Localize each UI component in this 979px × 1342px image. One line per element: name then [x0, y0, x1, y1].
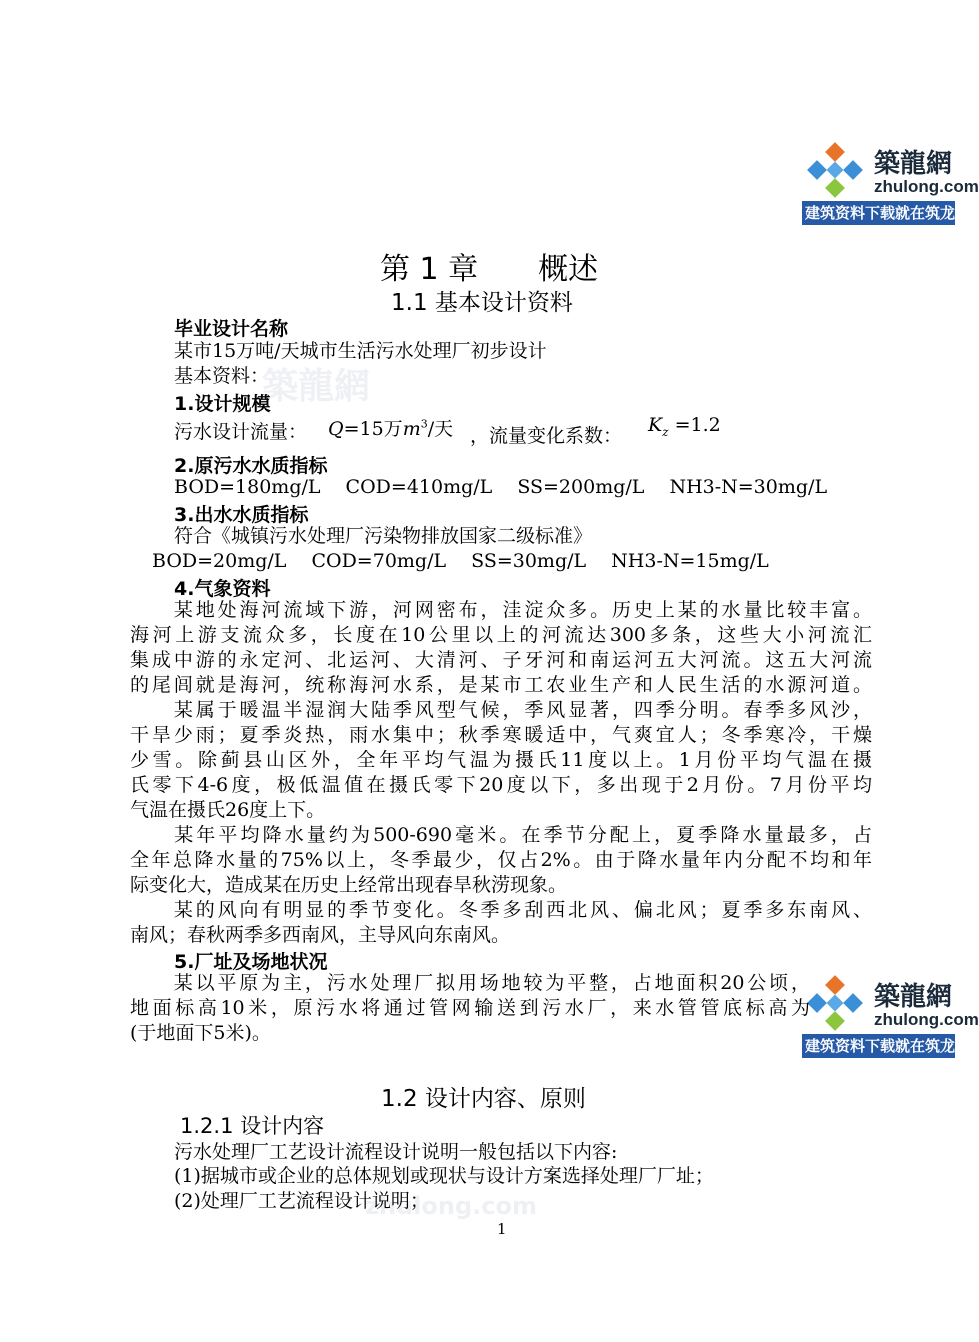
flow-q: Q — [328, 418, 344, 440]
text-line: 南风；春秋两季多西南风，主导风向东南风。 — [130, 924, 511, 946]
out-quality-values: BOD=20mg/L COD=70mg/L SS=30mg/L NH3-N=15mg/L — [152, 550, 769, 572]
logo-name: 築龍網 — [874, 149, 953, 179]
scale-heading: 1.设计规模 — [174, 393, 271, 415]
kz-k: K — [648, 414, 663, 436]
zhulong-mark-icon — [808, 143, 864, 199]
watermark-mid: 築龍網 — [262, 366, 371, 407]
out-quality-heading: 3.出水水质指标 — [174, 504, 309, 526]
weather-paragraph-4 — [130, 898, 872, 948]
text-line: 集成中游的永定河、北运河、大清河、子牙河和南运河五大河流。这五大河流 — [130, 649, 872, 671]
weather-heading: 4.气象资料 — [174, 578, 271, 600]
section2-intro: 污水处理厂工艺设计流程设计说明一般包括以下内容: — [174, 1141, 618, 1163]
kz-val: =1.2 — [674, 414, 721, 436]
zhulong-logo-top — [802, 137, 979, 246]
text-line: 地面标高10米，原污水将通过管网输送到污水厂，来水管管底标高为 — [130, 997, 810, 1019]
section2-item-2: (2)处理厂工艺流程设计说明； — [174, 1190, 429, 1212]
out-standard: 符合《城镇污水处理厂污染物排放国家二级标准》 — [174, 525, 593, 547]
subsection-title-1-2-1: 1.2.1 设计内容 — [180, 1114, 325, 1138]
text-line: 际变化大，造成某在历史上经常出现春旱秋涝现象。 — [130, 874, 568, 896]
text-line: 氏零下4-6度，极低温值在摄氏零下20度以下，多出现于2月份。7月份平均 — [130, 774, 872, 796]
logo-domain: zhulong.com — [874, 1010, 979, 1029]
flow-line — [174, 420, 307, 445]
logo-slogan: 建筑资料下载就在筑龙网 — [802, 1034, 955, 1058]
section-title-1-2: 1.2 设计内容、原则 — [381, 1086, 586, 1112]
text-line: (于地面下5米)。 — [130, 1022, 271, 1044]
flow-unit: m — [402, 418, 421, 440]
weather-paragraph-3 — [130, 823, 872, 898]
site-heading: 5.厂址及场地状况 — [174, 951, 328, 973]
flow-per: /天 — [427, 418, 454, 440]
kz-sub: z — [662, 424, 669, 439]
text-line: 少雪。除蓟县山区外，全年平均气温为摄氏11度以上。1月份平均气温在摄 — [130, 749, 872, 771]
chapter-title: 第 1 章 概述 — [380, 252, 599, 287]
basic-info-label: 基本资料： — [174, 365, 270, 387]
text-line: 某的风向有明显的季节变化。冬季多刮西北风、偏北风；夏季多东南风、 — [130, 899, 872, 921]
text-line: 气温在摄氏26度上下。 — [130, 799, 326, 821]
raw-quality-heading: 2.原污水水质指标 — [174, 455, 328, 477]
kz-formula — [648, 414, 721, 439]
text-line: 某属于暖温半湿润大陆季风型气候，季风显著，四季分明。春季多风沙， — [130, 699, 872, 721]
design-name-value: 某市15万吨/天城市生活污水处理厂初步设计 — [174, 340, 547, 362]
design-name-label: 毕业设计名称 — [174, 318, 289, 340]
text-line: 全年总降水量的75%以上，冬季最少，仅占2%。由于降水量年内分配不均和年 — [130, 849, 872, 871]
text-line: 的尾闾就是海河，统称海河水系，是某市工农业生产和人民生活的水源河道。 — [130, 674, 872, 696]
flow-eq: =15万 — [343, 418, 403, 440]
section-title-1-1: 1.1 基本设计资料 — [391, 290, 573, 316]
flow-sup: 3 — [420, 417, 428, 431]
zhulong-mark-icon — [808, 976, 864, 1032]
page-number: 1 — [497, 1220, 507, 1238]
logo-slogan: 建筑资料下载就在筑龙网 — [802, 201, 955, 225]
section2-item-1: (1)据城市或企业的总体规划或现状与设计方案选择处理厂厂址； — [174, 1165, 714, 1187]
text-line: 干旱少雨；夏季炎热，雨水集中；秋季寒暖适中，气爽宜人；冬季寒冷，干燥 — [130, 724, 872, 746]
text-line: 某以平原为主，污水处理厂拟用场地较为平整，占地面积20公顷， — [130, 972, 810, 994]
text-line: 某地处海河流域下游，河网密布，洼淀众多。历史上某的水量比较丰富。 — [130, 599, 872, 621]
logo-domain: zhulong.com — [874, 177, 979, 196]
zhulong-logo-mid — [802, 970, 979, 1079]
watermark-bottom: zhulong.com — [365, 1192, 537, 1220]
weather-paragraph-2 — [130, 698, 872, 823]
raw-quality-values: BOD=180mg/L COD=410mg/L SS=200mg/L NH3-N=30mg/L — [174, 476, 828, 498]
logo-name: 築龍網 — [874, 982, 953, 1012]
flow-mid: ，流量变化系数： — [470, 425, 623, 447]
text-line: 海河上游支流众多，长度在10公里以上的河流达300多条，这些大小河流汇 — [130, 624, 872, 646]
text-line: 某年平均降水量约为500-690毫米。在季节分配上，夏季降水量最多，占 — [130, 824, 872, 846]
weather-paragraph-1 — [130, 598, 872, 698]
flow-prefix: 污水设计流量： — [174, 421, 308, 443]
flow-formula — [328, 414, 453, 441]
site-paragraph — [130, 971, 810, 1046]
